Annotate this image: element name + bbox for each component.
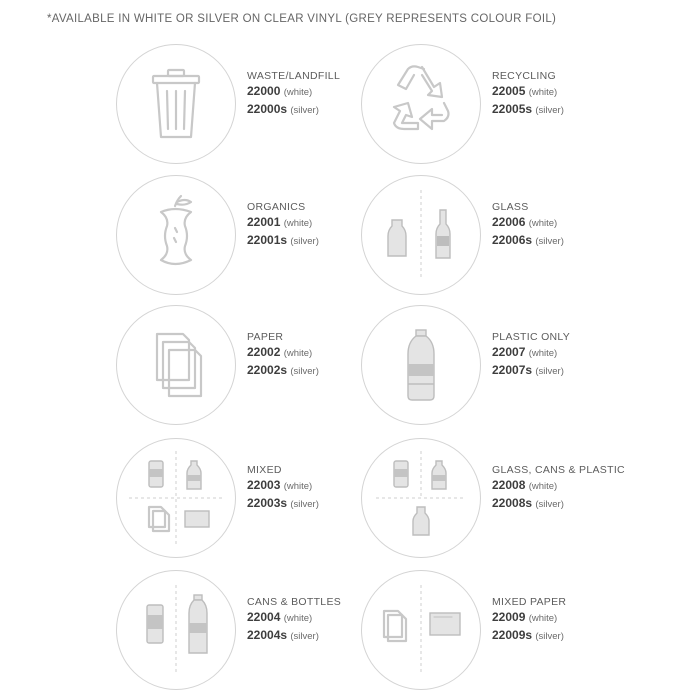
availability-note: *AVAILABLE IN WHITE OR SILVER ON CLEAR VINYL (GREY REPRESENTS COLOUR FOIL): [47, 13, 557, 25]
plastic-bottle-icon: [362, 306, 480, 424]
paper-sheets-icon: [117, 306, 235, 424]
white-variant: [247, 214, 319, 232]
silver-finish: (silver): [535, 236, 564, 247]
item-label: GLASS: [492, 201, 529, 213]
item-label: WASTE/LANDFILL: [247, 70, 341, 82]
white-finish: (white): [283, 613, 313, 624]
white-finish: (white): [283, 87, 313, 98]
white-code: 22005: [492, 84, 526, 98]
trash-bin-icon: [117, 45, 235, 163]
silver-code: 22000s: [247, 102, 288, 116]
item-label: MIXED PAPER: [492, 596, 567, 608]
silver-code: 22009s: [492, 628, 533, 642]
white-code: 22000: [247, 84, 281, 98]
white-finish: (white): [528, 481, 558, 492]
item-label: CANS & BOTTLES: [247, 596, 342, 608]
item-text: [492, 595, 566, 645]
white-finish: (white): [528, 348, 558, 359]
silver-code: 22006s: [492, 233, 533, 247]
white-finish: (white): [283, 218, 313, 229]
item-label: GLASS, CANS & PLASTIC: [492, 464, 625, 476]
silver-variant: [492, 495, 625, 513]
white-code: 22006: [492, 215, 526, 229]
silver-variant: [247, 362, 319, 380]
recycle-arrows-icon: [362, 45, 480, 163]
item-text: [492, 330, 570, 380]
item-text: [492, 200, 564, 250]
silver-finish: (silver): [290, 366, 319, 377]
white-variant: [247, 609, 341, 627]
silver-code: 22001s: [247, 233, 288, 247]
silver-variant: [247, 232, 319, 250]
white-variant: [492, 609, 566, 627]
silver-variant: [247, 101, 340, 119]
white-variant: [492, 477, 625, 495]
white-code: 22002: [247, 345, 281, 359]
silver-finish: (silver): [290, 631, 319, 642]
silver-finish: (silver): [290, 499, 319, 510]
icon-circle: [116, 175, 236, 295]
white-code: 22003: [247, 478, 281, 492]
white-variant: [492, 83, 564, 101]
silver-code: 22002s: [247, 363, 288, 377]
white-finish: (white): [283, 348, 313, 359]
white-variant: [247, 477, 319, 495]
silver-code: 22004s: [247, 628, 288, 642]
item-text: [492, 463, 625, 513]
cans-bottles-icon: [117, 571, 235, 689]
item-recycling: [361, 44, 691, 164]
icon-circle: [361, 305, 481, 425]
apple-core-icon: [117, 176, 235, 294]
icon-circle: [116, 44, 236, 164]
white-finish: (white): [283, 481, 313, 492]
silver-code: 22007s: [492, 363, 533, 377]
white-code: 22004: [247, 610, 281, 624]
item-glass-cans-plastic: [361, 438, 691, 558]
white-variant: [492, 214, 564, 232]
mixed-paper-icon: [362, 571, 480, 689]
item-text: [247, 463, 319, 513]
silver-finish: (silver): [290, 236, 319, 247]
icon-circle: [361, 438, 481, 558]
item-text: [492, 69, 564, 119]
white-code: 22009: [492, 610, 526, 624]
silver-variant: [492, 627, 566, 645]
silver-code: 22008s: [492, 496, 533, 510]
item-label: MIXED: [247, 464, 282, 476]
silver-variant: [492, 232, 564, 250]
white-variant: [247, 344, 319, 362]
silver-finish: (silver): [535, 105, 564, 116]
glass-cans-plastic-icon: [362, 439, 480, 557]
item-label: PLASTIC ONLY: [492, 331, 571, 343]
silver-code: 22005s: [492, 102, 533, 116]
white-finish: (white): [528, 87, 558, 98]
item-text: [247, 69, 340, 119]
item-text: [247, 595, 341, 645]
silver-variant: [247, 495, 319, 513]
white-finish: (white): [528, 613, 558, 624]
item-label: ORGANICS: [247, 201, 306, 213]
white-code: 22001: [247, 215, 281, 229]
white-variant: [247, 83, 340, 101]
item-text: [247, 200, 319, 250]
item-plastic-only: [361, 305, 691, 425]
icon-circle: [116, 438, 236, 558]
icon-circle: [361, 175, 481, 295]
white-code: 22007: [492, 345, 526, 359]
icon-circle: [361, 44, 481, 164]
silver-variant: [492, 362, 570, 380]
icon-circle: [116, 305, 236, 425]
glass-bottles-icon: [362, 176, 480, 294]
icon-circle: [116, 570, 236, 690]
silver-variant: [492, 101, 564, 119]
silver-variant: [247, 627, 341, 645]
silver-code: 22003s: [247, 496, 288, 510]
white-finish: (white): [528, 218, 558, 229]
white-code: 22008: [492, 478, 526, 492]
item-glass: [361, 175, 691, 295]
item-label: PAPER: [247, 331, 284, 343]
silver-finish: (silver): [535, 366, 564, 377]
white-variant: [492, 344, 570, 362]
silver-finish: (silver): [535, 631, 564, 642]
silver-finish: (silver): [290, 105, 319, 116]
silver-finish: (silver): [535, 499, 564, 510]
item-text: [247, 330, 319, 380]
icon-circle: [361, 570, 481, 690]
mixed-recycling-icon: [117, 439, 235, 557]
item-label: RECYCLING: [492, 70, 556, 82]
item-mixed-paper: [361, 570, 691, 690]
